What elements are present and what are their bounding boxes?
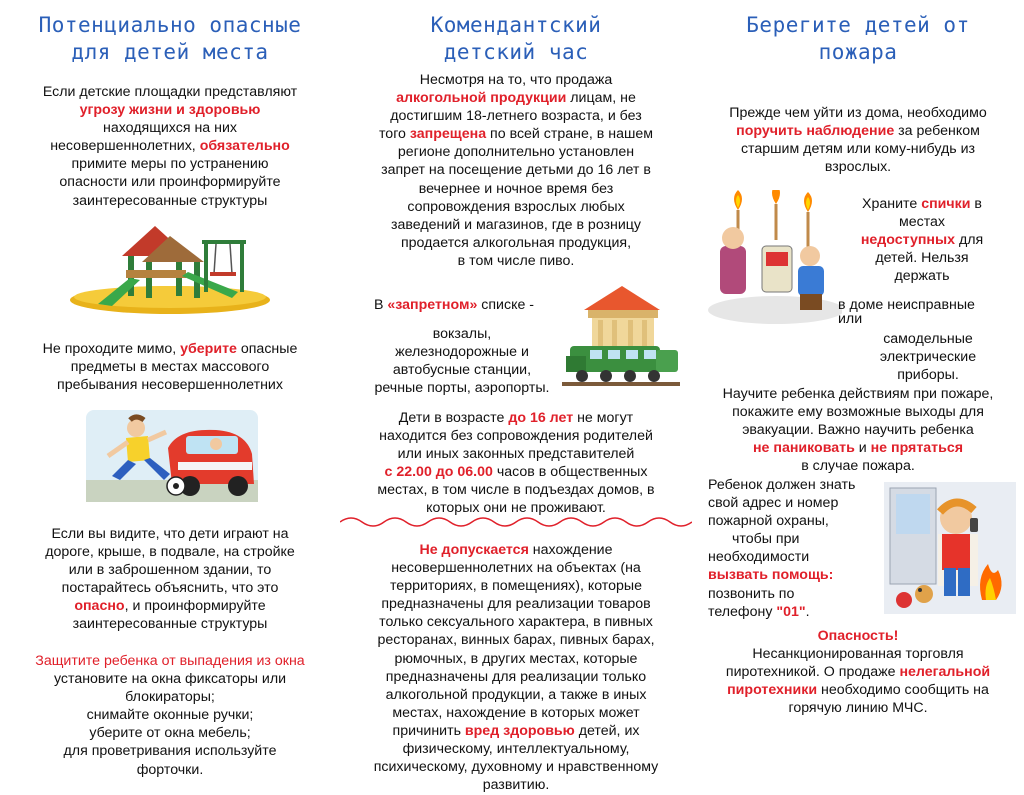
paragraph-alcohol-ban: Несмотря на то, что продажа алкогольной продукции лицам, не достигшим 18-летнего возраста, и без того запрещена по всей стране, в нашем регионе дополнительно установлен запрет на посещение детьми до 16 лет в вечернее и ночное время без сопровождения взрослых любых заведений и магазинов, где в розницу продается алкогольная продукция, в том числе пиво. xyxy=(378,72,654,269)
paragraph-not-allowed: Не допускается нахождение несовершеннолетних на объектах (на территориях, в помещениях), которые предназначены для реализации товаров только сексуального характера, в пивных ресторанах, винных барах, пивных барах, рюмочных, в других местах, которые предназначены для реализации только алкогольной продукции, а также в иных местах, нахождение в которых может причинить вред здоровью детей, их физическому, интеллектуальному, психическому, духовному и нравственному развитию. xyxy=(373,542,659,794)
paragraph-playgrounds: Если детские площадки представляют угрозу жизни и здоровью находящихся на них несовершеннолетних, обязательно примите меры по устранению опасности или проинформируйте заинтересованные структуры xyxy=(42,84,298,209)
paragraph-supervision: Прежде чем уйти из дома, необходимо поручить наблюдение за ребенком старшим детям или кому-нибудь из взрослых. xyxy=(729,105,987,176)
column-dangerous-places xyxy=(0,0,340,795)
column-curfew xyxy=(340,0,692,795)
wavy-divider xyxy=(340,512,692,530)
title-dangerous-places: Потенциально опасные для детей места xyxy=(38,13,302,64)
forbidden-list: вокзалы, железнодорожные и автобусные станции, речные порты, аэропорты. xyxy=(374,326,550,397)
paragraph-under-16: Дети в возрасте до 16 лет не могут находится без сопровождения родителей или иных законных представителей с 22.00 до 06.00 часов в общественных местах, в том числе в подъездах домов, в которых они не проживают. xyxy=(377,410,655,517)
title-curfew: Комендантский детский час xyxy=(430,13,602,64)
title-fire-safety: Берегите детей от пожара xyxy=(746,13,970,64)
paragraph-pyrotechnics: Опасность! Несанкционированная торговля пиротехникой. О продаже нелегальной пиротехники необходимо сообщить на горячую линию МЧС. xyxy=(692,627,1024,717)
forbidden-list-intro: В «запретном» списке - xyxy=(373,297,535,313)
kids-matches-icon xyxy=(700,190,842,328)
station-train-icon xyxy=(560,280,680,388)
paragraph-children-playing: Если вы видите, что дети играют на дороге, крыше, в подвале, на стройке или в заброшенном здании, то постарайтесь объяснить, что это опасно, и проинформируйте заинтересованные структуры xyxy=(45,526,295,633)
danger-heading: Опасность! xyxy=(817,628,899,644)
paragraph-call-help: Ребенок должен знать свой адрес и номер пожарной охраны, чтобы при необходимости вызвать помощь: позвонить по телефону "01". xyxy=(708,477,856,620)
paragraph-dangerous-objects: Не проходите мимо, уберите опасные предметы в местах массового пребывания несовершеннолетних xyxy=(42,341,298,394)
boy-fire-icon xyxy=(884,482,1016,614)
paragraph-matches: Храните спички в местах недоступных для детей. Нельзя держать xyxy=(860,196,984,285)
paragraph-window-safety: Защитите ребенка от выпадения из окна установите на окна фиксаторы или блокираторы; снимайте оконные ручки; уберите от окна мебель; для проветривания используйте форточки. xyxy=(0,652,340,779)
window-safety-heading: Защитите ребенка от выпадения из окна xyxy=(35,653,305,669)
paragraph-faulty: в доме неисправные или xyxy=(838,297,975,328)
paragraph-evacuation: Научите ребенка действиям при пожаре, покажите ему возможные выходы для эвакуации. Важно научить ребенка не паниковать и не прятаться в случае пожара. xyxy=(722,386,994,475)
child-ball-car-icon xyxy=(86,410,258,502)
paragraph-homemade-devices: самодельные электрические приборы. xyxy=(879,331,977,384)
playground-icon xyxy=(68,212,272,316)
column-fire-safety xyxy=(692,0,1024,795)
